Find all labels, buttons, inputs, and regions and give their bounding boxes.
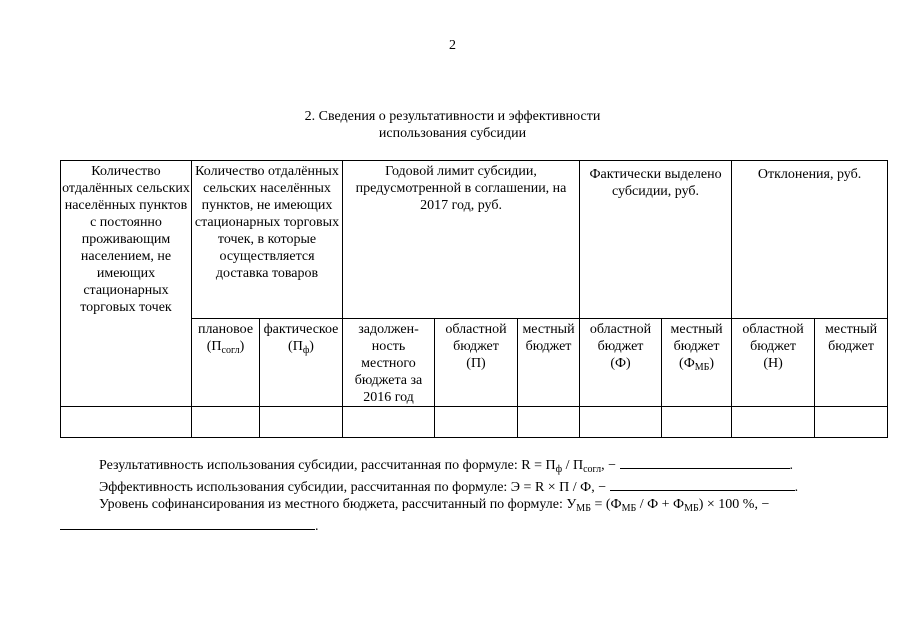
data-cell [815, 407, 888, 438]
data-cell [732, 407, 815, 438]
data-cell [580, 407, 662, 438]
page-number: 2 [449, 38, 456, 53]
actual-local-symbol: $(Ф_{МБ})$ [679, 356, 715, 373]
efficiency-blank [610, 478, 795, 491]
data-cell [192, 407, 260, 438]
cofinancing-blank [60, 517, 315, 530]
planned-header [192, 319, 260, 407]
data-cell [435, 407, 518, 438]
section-title [0, 108, 905, 142]
cofinancing-formula-line: Уровень софинансирования из местного бюджета, рассчитанный по формуле: $У_{МБ} = (Ф_{МБ} / Ф + Ф_{МБ}) \times 100$ %, − [99, 497, 770, 514]
results-table [60, 160, 888, 438]
planned-label: плановое [197, 322, 254, 337]
formulas-block [60, 456, 860, 535]
limit-local-header: местный бюджет [518, 319, 580, 407]
data-cell [260, 407, 343, 438]
section-title-line2: использования субсидии [378, 126, 527, 141]
empty-data-row [61, 407, 888, 438]
limit-regional-symbol: (П) [466, 356, 486, 371]
actual-regional-label: областной бюджет [589, 322, 652, 354]
actual-header: Фактически выделено субсидии, руб. [580, 161, 732, 319]
limit-regional-label: областной бюджет [445, 322, 507, 354]
deviation-regional-symbol: (Н) [763, 356, 783, 371]
deviation-local-header: местный бюджет [815, 319, 888, 407]
limit-header: Годовой лимит субсидии, предусмотренной в соглашении, на 2017 год, руб. [343, 161, 580, 319]
col2-header: Количество отдалённых сельских населённых пунктов, не имеющих стационарных торговых точек, в которые осуществляется доставка товаров [192, 161, 343, 319]
col1-header: Количество отдалённых сельских населённых пунктов с постоянно проживающим населением, не имеющих стационарных торговых точек [61, 161, 192, 407]
actual-regional-header [580, 319, 662, 407]
deviation-header: Отклонения, руб. [732, 161, 888, 319]
actual-count-symbol: $(П_ф)$ [288, 339, 314, 356]
actual-count-label: фактическое [263, 322, 339, 337]
result-formula-line: Результативность использования субсидии, рассчитанная по формуле: $R = П_ф / П_{согл}$, − . [99, 458, 794, 475]
data-cell [343, 407, 435, 438]
actual-local-label: местный бюджет [670, 322, 723, 354]
deviation-regional-header [732, 319, 815, 407]
actual-local-header [662, 319, 732, 407]
data-cell [61, 407, 192, 438]
section-title-line1: 2. Сведения о результативности и эффективности [304, 109, 601, 124]
actual-count-header [260, 319, 343, 407]
data-cell [662, 407, 732, 438]
result-blank [620, 456, 790, 469]
data-cell [518, 407, 580, 438]
efficiency-formula-line: Эффективность использования субсидии, рассчитанная по формуле: Э = R × П / Ф, − . [99, 480, 799, 495]
cofinancing-blank-line: . [60, 517, 860, 535]
header-row-1 [61, 161, 888, 319]
actual-regional-symbol: (Ф) [610, 356, 631, 371]
deviation-regional-label: областной бюджет [742, 322, 804, 354]
planned-symbol: $(П_{согл})$ [206, 339, 245, 356]
limit-regional-header [435, 319, 518, 407]
debt-header: задолжен-ность местного бюджета за 2016 год [343, 319, 435, 407]
